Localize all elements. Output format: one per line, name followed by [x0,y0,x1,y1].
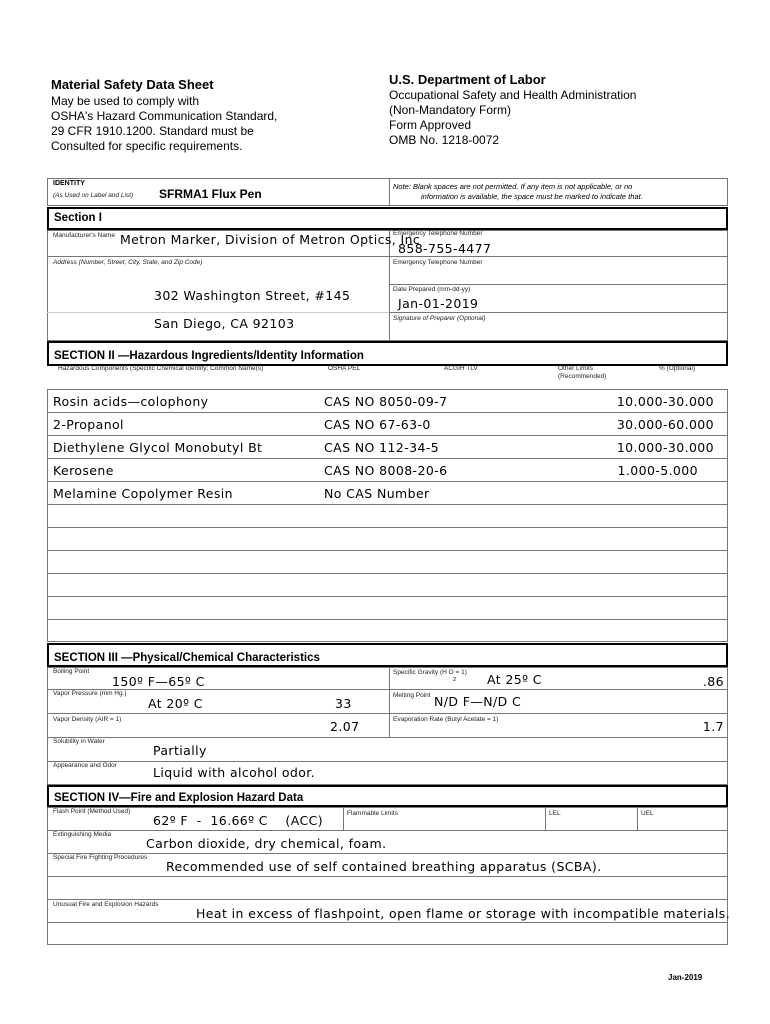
specific-gravity-label: Specific Gravity (H O = 1) [393,669,467,676]
identity-label: IDENTITY [53,180,85,187]
identity-sublabel: (As Used on Label and List) [53,192,134,199]
fire-fighting-label: Special Fire Fighting Procedures [53,854,148,861]
ingredient-name: Diethylene Glycol Monobutyl Bt [53,440,263,455]
header-left-line: OSHA's Hazard Communication Standard, [51,109,278,123]
vapor-pressure-temp: At 20º C [148,696,203,711]
ingredient-percent: 30.000-60.000 [616,417,714,432]
emergency-phone-label: Emergency Telephone Number [393,230,483,237]
specific-gravity-temp: At 25º C [487,672,542,687]
unusual-hazards-label: Unusual Fire and Explosion Hazards [53,901,159,908]
flammable-limits-label: Flammable Limits [347,810,398,817]
address-label: Address (Number, Street, City, State, and Zip Code) [53,259,203,266]
product-identity: SFRMA1 Flux Pen [159,187,262,201]
identity-note: Note: Blank spaces are not permitted. If any item is not applicable, or no [393,182,633,191]
emergency-phone-label-2: Emergency Telephone Number [393,259,483,266]
ingredient-percent: 10.000-30.000 [616,440,714,455]
boiling-point: 150º F—65º C [112,674,205,689]
col-percent: % (Optional) [659,365,696,372]
specific-gravity-value: .86 [702,674,724,689]
col-other-limits: Other Limits [558,365,594,372]
vapor-pressure-value: 33 [335,696,352,711]
vapor-density-label: Vapor Density (AIR = 1) [53,716,122,723]
ingredient-cas: CAS NO 67-63-0 [324,417,431,432]
melting-point: N/D F—N/D C [434,694,522,709]
header-right-line: Occupational Safety and Health Administration [389,88,637,102]
ingredient-cas: No CAS Number [324,486,430,501]
evaporation-rate-label: Evaporation Rate (Butyl Acetate = 1) [393,716,499,723]
ingredient-name: Rosin acids—colophony [53,394,209,409]
section-2-header: SECTION II —Hazardous Ingredients/Identity Information [47,341,728,366]
lel-label: LEL [549,810,561,817]
vapor-pressure-label: Vapor Pressure (mm Hg.) [53,690,127,697]
address-line-1: 302 Washington Street, #145 [154,288,351,303]
specific-gravity-subscript: 2 [453,677,457,683]
manufacturer-name: Metron Marker, Division of Metron Optics, Inc [120,232,421,247]
ingredient-cas: CAS NO 112-34-5 [324,440,440,455]
header-right-line: Form Approved [389,118,472,132]
date-prepared-label: Date Prepared (mm-dd-yy) [393,286,471,293]
header-left-line: May be used to comply with [51,94,200,108]
ingredient-percent: 1.000-5.000 [617,463,698,478]
section-1-header: Section I [47,207,728,230]
header-left-line: Consulted for specific requirements. [51,139,243,153]
ingredient-cas: CAS NO 8008-20-6 [324,463,448,478]
header-left-line: 29 CFR 1910.1200. Standard must be [51,124,254,138]
agency-title: U.S. Department of Labor [389,72,546,87]
appearance-value: Liquid with alcohol odor. [153,765,316,780]
section-3-header: SECTION III —Physical/Chemical Characteristics [47,643,728,667]
col-acgih-tlv: ACGIH TLV [444,365,478,372]
vapor-density-value: 2.07 [330,719,360,734]
boiling-point-label: Boiling Point [53,668,90,675]
flash-point-label: Flash Point (Method Used) [53,808,131,815]
evaporation-rate-value: 1.7 [702,719,724,734]
melting-point-label: Melting Point [393,692,431,699]
extinguishing-media-value: Carbon dioxide, dry chemical, foam. [146,836,387,851]
col-other-limits-sub: (Recommended) [558,373,607,380]
identity-note: information is available, the space must be marked to indicate that. [421,192,643,201]
address-line-2: San Diego, CA 92103 [154,316,295,331]
col-osha-pel: OSHA PEL [328,365,361,372]
unusual-hazards-value: Heat in excess of flashpoint, open flame or storage with incompatible materials. [196,906,731,921]
header-right-line: OMB No. 1218-0072 [389,133,500,147]
appearance-label: Appearance and Odor [53,762,117,769]
emergency-phone: 858-755-4477 [398,241,492,256]
uel-label: UEL [641,810,654,817]
ingredient-name: Kerosene [53,463,114,478]
header-right-line: (Non-Mandatory Form) [389,103,512,117]
signature-label: Signature of Preparer (Optional) [393,315,486,322]
ingredient-percent: 10.000-30.000 [616,394,714,409]
flash-point-value: 62º F - 16.66º C (ACC) [153,813,323,828]
extinguishing-media-label: Extinguishing Media [53,831,112,838]
fire-fighting-value: Recommended use of self contained breathing apparatus (SCBA). [166,859,602,874]
date-prepared: Jan-01-2019 [398,296,479,311]
footer-date: Jan-2019 [668,973,703,982]
document-title: Material Safety Data Sheet [51,77,214,92]
ingredient-name: 2-Propanol [53,417,124,432]
section-4-header: SECTION IV—Fire and Explosion Hazard Data [47,785,728,807]
solubility-value: Partially [153,743,207,758]
manufacturer-label: Manufacturer's Name [53,232,115,239]
col-hazardous-components: Hazardous Components (Specific Chemical Identity; Common Name(s) [58,365,264,372]
ingredient-name: Melamine Copolymer Resin [53,486,233,501]
ingredient-cas: CAS NO 8050-09-7 [324,394,448,409]
solubility-label: Solubility in Water [53,738,105,745]
